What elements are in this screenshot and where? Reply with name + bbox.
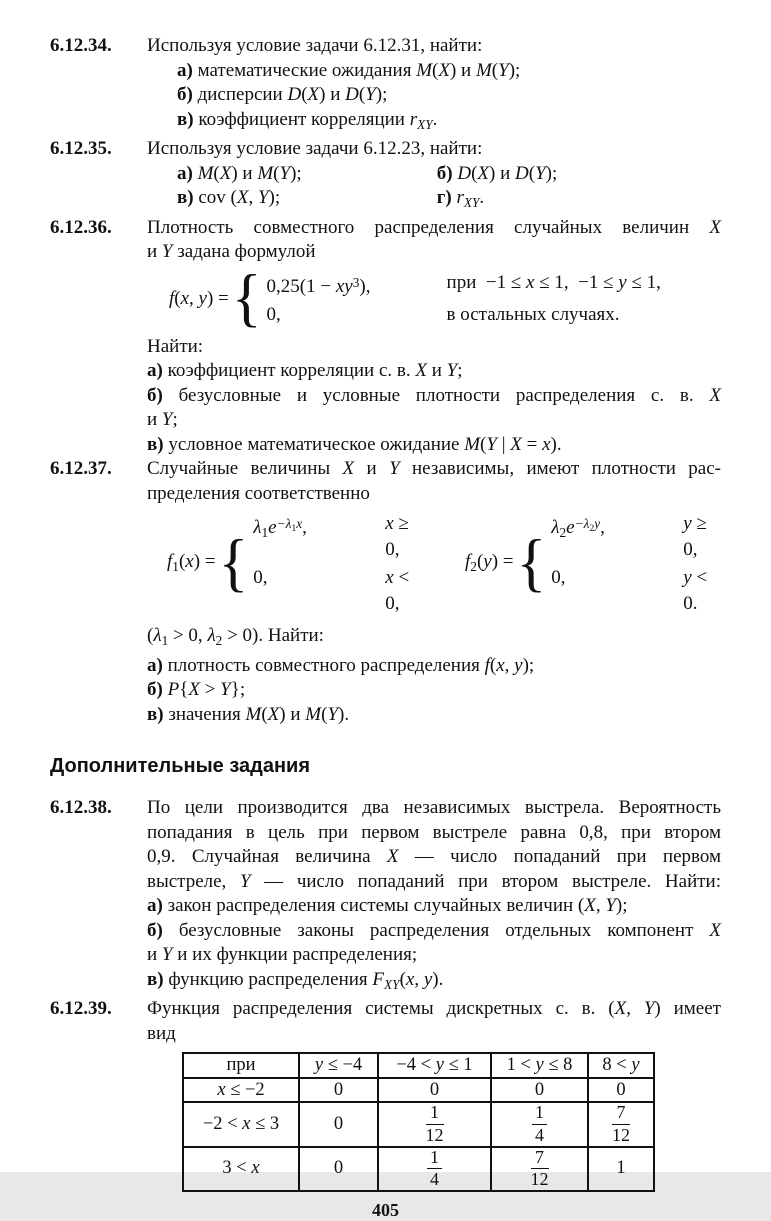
problem-number: 6.12.39.	[50, 998, 112, 1019]
item-g: г) $r_{XY}$.	[436, 187, 485, 210]
problem-statement-line-2: пределения соответственно	[147, 482, 370, 504]
problem-statement: Используя условие задачи 6.12.23, найти:	[147, 138, 483, 159]
table-cell: 0	[588, 1078, 654, 1102]
formula-lhs: $f_1(x)$ =	[167, 550, 216, 574]
item-v: в) условное математическое ожидание M(Y | X = x).	[147, 433, 562, 455]
item-b: б) дисперсии D(X) и D(Y);	[177, 84, 388, 105]
item-a: а) M(X) и M(Y);	[177, 162, 302, 184]
item-b-line-1: б) безусловные законы распределения отдельных компонент X	[147, 919, 721, 941]
case-cond: x ≥ 0,	[385, 513, 409, 560]
case-cond: x < 0,	[385, 567, 410, 614]
page-number: 405	[372, 1200, 399, 1221]
formula-cases	[253, 511, 423, 617]
table-cell: 0	[299, 1147, 378, 1192]
problem-number: 6.12.34.	[50, 35, 112, 56]
table-row-label: 3 < x	[183, 1147, 299, 1192]
formula-f1	[167, 511, 423, 617]
problem-statement-line-1: Случайные величины X и Y независимы, имеют плотности рас-	[147, 458, 721, 479]
item-v: в) функцию распределения $F_{XY}(x$, y).	[147, 968, 444, 992]
case-cond: y ≥ 0,	[683, 513, 707, 560]
fraction: $\frac{1}{4}$	[532, 1103, 547, 1146]
item-b-line-2: и Y;	[147, 409, 178, 430]
fraction: $\frac{1}{12}$	[425, 1102, 444, 1145]
table-cell: 0	[491, 1078, 588, 1102]
table-header-cell: 8 < y	[588, 1053, 654, 1078]
problem-body	[147, 997, 721, 1192]
problem-statement-line-4: выстреле, Y — число попаданий при втором выстреле. Найти:	[147, 870, 721, 892]
table-header-row	[183, 1053, 654, 1078]
table-cell: 0	[299, 1078, 378, 1102]
problem-6-12-37	[0, 457, 771, 727]
formula-lhs: $f_2(y)$ =	[465, 550, 514, 574]
problem-statement-line-2: и Y задана формулой	[147, 241, 316, 262]
problem-statement-line-1: По цели производится два независимых выстрела. Вероятность	[147, 797, 721, 818]
table-row	[183, 1078, 654, 1102]
items-row-2	[147, 186, 721, 216]
item-b: б) P{X > Y};	[147, 679, 246, 700]
table-cell: 0	[378, 1078, 491, 1102]
table-header-cell: −4 < y ≤ 1	[378, 1053, 491, 1078]
fraction: $\frac{1}{4}$	[427, 1148, 442, 1191]
problem-statement-line-1: Плотность совместного распределения случайных величин X	[147, 216, 721, 238]
problem-statement-line-3: 0,9. Случайная величина X — число попаданий при первом	[147, 846, 722, 867]
section-header: Дополнительные задания	[50, 755, 311, 777]
problem-number: 6.12.35.	[50, 138, 112, 159]
formula-f2	[465, 511, 721, 617]
case-expr: $\lambda_1e^{-\lambda}1^x$,	[253, 516, 307, 540]
table-cell	[378, 1102, 491, 1147]
problem-6-12-35	[0, 137, 771, 216]
item-b: б) D(X) и D(Y);	[436, 162, 558, 184]
problem-body	[147, 216, 721, 458]
item-v: в) коэффициент корреляции $r_{XY}$.	[177, 108, 438, 132]
problem-6-12-36	[0, 216, 771, 458]
cases-brace: {	[231, 261, 262, 334]
formula-cases	[551, 511, 721, 617]
table-cell	[588, 1102, 654, 1147]
case-expr: 0,	[253, 567, 268, 588]
case-cond: в остальных случаях.	[446, 303, 620, 325]
table-cell: 0	[299, 1102, 378, 1147]
table-header-cell: при	[183, 1053, 299, 1078]
table-row	[183, 1147, 654, 1192]
lambda-condition-and-find: ($\lambda_1 > 0$, $\lambda_2 > 0$). Найти:	[147, 625, 324, 648]
case-expr: $\lambda_2e^{-\lambda}2^y$,	[551, 516, 605, 540]
problem-6-12-39	[0, 997, 771, 1192]
problem-body	[147, 137, 721, 216]
case-cond: при −1 ≤ x ≤ 1, −1 ≤ y ≤ 1,	[446, 271, 661, 293]
item-b-line-1: б) безусловные и условные плотности распределения с. в. X	[147, 384, 721, 406]
distribution-function-table	[182, 1052, 655, 1192]
table-cell	[491, 1102, 588, 1147]
table-cell	[491, 1147, 588, 1192]
item-v: в) значения M(X) и M(Y).	[147, 703, 350, 725]
items-row-1	[147, 162, 721, 187]
formula-cases	[267, 270, 661, 328]
problem-body	[147, 796, 721, 997]
problem-6-12-34	[0, 34, 771, 137]
item-b-line-2: и Y и их функции распределения;	[147, 944, 418, 965]
case-expr: 0,	[266, 303, 281, 325]
problem-number: 6.12.38.	[50, 797, 112, 818]
item-a: а) коэффициент корреляции с. в. X и Y;	[147, 360, 463, 381]
fraction: $\frac{7}{12}$	[612, 1102, 630, 1145]
cases-brace: {	[516, 527, 547, 599]
table-row	[183, 1102, 654, 1147]
problem-number: 6.12.37.	[50, 458, 112, 479]
table-cell: 1	[588, 1147, 654, 1192]
cases-brace: {	[218, 527, 249, 599]
formula-lhs: f(x, y) =	[169, 287, 229, 309]
fraction: $\frac{7}{12}$	[530, 1146, 549, 1190]
problem-statement-line-2: вид	[147, 1022, 176, 1044]
table-cell	[378, 1147, 491, 1192]
table-row-label: x ≤ −2	[183, 1078, 299, 1102]
table-header-cell: 1 < y ≤ 8	[491, 1053, 588, 1078]
find-label: Найти:	[147, 335, 204, 357]
item-a: а) математические ожидания M(X) и M(Y);	[177, 59, 521, 81]
case-expr: 0,	[551, 567, 566, 588]
piecewise-density-formula	[169, 261, 721, 334]
problem-body	[147, 34, 721, 137]
table-header-cell: y ≤ −4	[299, 1053, 378, 1078]
problem-statement-line-2: попадания в цель при первом выстреле равна 0,8, при втором	[147, 821, 721, 843]
problem-body	[147, 457, 721, 727]
table-row-label: −2 < x ≤ 3	[183, 1102, 299, 1147]
problem-statement-line-1: Функция распределения системы дискретных с. в. (X, Y) имеет	[147, 998, 721, 1019]
problem-statement: Используя условие задачи 6.12.31, найти:	[147, 35, 483, 56]
case-cond: y < 0.	[683, 567, 708, 614]
density-formulas-row	[167, 511, 721, 617]
problem-6-12-38	[0, 796, 771, 997]
item-a: а) плотность совместного распределения f(x, y);	[147, 654, 535, 676]
item-v: в) cov (X, Y);	[177, 187, 281, 208]
item-a: а) закон распределения системы случайных величин (X, Y);	[147, 895, 628, 916]
case-expr: $0,25(1 - xy^3)$,	[266, 274, 371, 297]
problem-number: 6.12.36.	[50, 216, 112, 238]
